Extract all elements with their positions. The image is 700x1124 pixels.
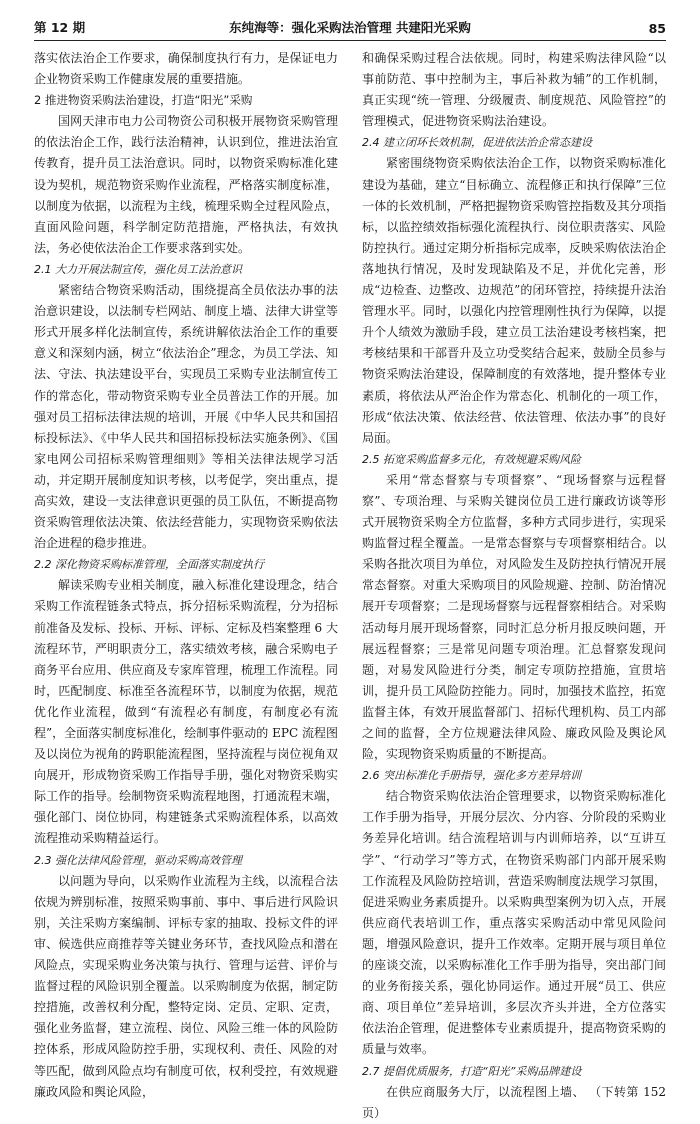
running-title: 东纯海等：强化采购法治管理 共建阳光采购 [229,20,471,35]
right-column [362,48,666,1124]
section-heading: 2.4 建立闭环长效机制，促进依法治企常态建设 [362,136,592,150]
section-heading: 2 推进物资采购法治建设，打造“阳光”采购 [34,93,253,108]
section-heading: 2.2 深化物资采购标准管理，全面落实制度执行 [34,558,264,572]
body-paragraph: 紧密围绕物资采购依法治企工作，以物资采购标准化建设为基础，建立“目标确立、流程修正和执行保障”三位一体的长效机制，严格把握物资采购管控指数及其分项指标，以监控绩效指标强化流程执行、岗位职责落实、风险防控执行。通过定期分析指标完成率，反映采购依法治企落地执行情况，及时发现缺陷及不足，并优化完善，形成“边检查、边整改、边规范”的闭环管控，持续提升法治管理水平。同时，以强化内控管理刚性执行为保障，以提升个人绩效为激励手段，建立员工法治建设考核档案，把考核结果和干部晋升及立功受奖结合起来，鼓励全员参与物资采购法治建设，保障制度的有效落地，提升整体专业素质，将依法从严治企作为常态化、机制化的一项工作，形成“依法决策、依法经营、依法管理、依法办事”的良好局面。 [362,156,666,445]
body-paragraph: 紧密结合物资采购活动，围绕提高全员依法办事的法治意识建设，以法制专栏网站、制度上墙、法律大讲堂等形式开展多样化法制宣传，系统讲解依法治企工作的重要意义和深刻内涵，树立“依法治企”理念，为员工学法、知法、守法、执法建设平台，实现员工采购专业法制宣传工作的常态化，带动物资采购专业全员普法工作的开展。加强对员工招标法律法规的培训，开展《中华人民共和国招标投标法》、《中华人民共和国招标投标法实施条例》、《国家电网公司招标采购管理细则》等相关法律法规学习活动，并定期开展制度知识考核，以考促学，突出重点，提高实效，建设一支法律意识更强的员工队伍，不断提高物资采购管理依法决策、依法经营能力，实现物资采购依法治企进程的稳步推进。 [34,283,338,551]
body-paragraph: 结合物资采购依法治企管理要求，以物资采购标准化工作手册为指导，开展分层次、分内容、分阶段的采购业务差异化培训。结合流程培训与内训师培养，以“互讲互学”、“行动学习”等方式，在物资采购部门内部开展采购工作流程及风险防控培训，营造采购制度法规学习氛围，促进采购业务素质提升。以采购典型案例为切入点，开展供应商代表培训工作，重点落实采购活动中常见风险问题，增强风险意识，提升工作效率。定期开展与项目单位的座谈交流，以采购标准化工作手册为指导，突出部门间的业务衔接关系，强化协同运作。通过开展“员工、供应商、项目单位”差异培训，多层次齐头并进，全方位落实依法治企管理，促进整体专业素质提升，提高物资采购的质量与效率。 [362,789,666,1057]
body-paragraph: 以问题为导向，以采购作业流程为主线，以流程合法依规为辨别标准，按照采购事前、事中、事后进行风险识别，关注采购方案编制、评标专家的抽取、投标文件的评审、候选供应商推荐等关键业务环节，查找风险点和潜在风险点，实现采购业务决策与执行、管理与运营、评价与监督过程的风险识别全覆盖。以采购制度为依据，制定防控措施，改善权利分配，整特定岗、定员、定职、定责，强化业务监督，建立流程、岗位、风险三维一体的风险防控体系，形成风险防控手册，实现权利、责任、风险的对等匹配，做到风险点均有制度可依，权利受控，有效规避廉政风险和舆论风险， [34,873,338,1099]
left-column [34,48,338,1103]
body-paragraph: 在供应商服务大厅，以流程图上墙、 （下转第 152 页） [362,1084,666,1120]
body-paragraph: 解读采购专业相关制度，融入标准化建设理念，结合采购工作流程链条式特点，拆分招标采购流程，分为招标前准备及发标、投标、开标、评标、定标及档案整理 6 大流程环节，严明职责分工，落实绩效考核，融合采购电子商务平台应用、供应商及专家库管理，梳理工作流程。同时，匹配制度、标准至各流程环节，以制度为依据，规范优化作业流程，做到“有流程必有制度，有制度必有流程”，全面落实制度标准化，绘制事件驱动的 EPC 流程图及以岗位为视角的跨职能流程图，坚持流程与岗位视角双向展开，形成物资采购工作指导手册，强化对物资采购实际工作的指导。绘制物资采购流程地图，打通流程末端，强化部门、岗位协同，构建链条式采购流程体系，以高效流程推动采购精益运行。 [34,578,338,846]
running-header [34,16,666,41]
section-heading: 2.7 提倡优质服务，打造“阳光”采购品牌建设 [362,1064,582,1078]
body-paragraph: 国网天津市电力公司物资公司积极开展物资采购管理的依法治企工作，践行法治精神，认识到位，推进法治宣传教育，提升员工法治意识。同时，以物资采购标准化建设为契机，规范物资采购作业流程，严格落实制度标准，以制度为依据，以流程为主线，梳理采购全过程风险点，直面风险问题，科学制定防范措施，严格执法，有效执法，务必使依法治企工作要求落到实处。 [34,114,338,255]
body-paragraph: 采用“常态督察与专项督察”、“现场督察与远程督察”、专项治理、与采购关键岗位员工进行廉政访谈等形式开展物资采购全方位监督，多种方式同步进行，实现采购监督过程全覆盖。一是常态督察与专项督察相结合。以采购各批次项目为单位，对风险发生及防控执行情况开展常态督察。对重大采购项目的风险规避、控制、防治情况展开专项督察；二是现场督察与远程督察相结合。对采购活动每月展开现场督察，同时汇总分析月报反映问题，开展远程督察；三是常见问题专项治理。汇总督察发现问题，对易发风险进行分类，制定专项防控措施，宣贯培训，提升员工风险防控能力。同时，加强技术监控，拓宽监督主体，有效开展监督部门、招标代理机构、员工内部之间的监督，全方位规避法律风险、廉政风险及舆论风险，实现物资采购质量的不断提高。 [362,472,666,762]
issue-number: 第 12 期 [34,20,86,35]
body-paragraph: 和确保采购过程合法依规。同时，构建采购法律风险“以事前防范、事中控制为主，事后补救为辅”的工作机制，真正实现“统一管理、分级履责、制度规范、风险管控”的管理模式，促进物资采购法治建设。 [362,51,666,129]
body-paragraph: 落实依法治企工作要求，确保制度执行有力，是保证电力企业物资采购工作健康发展的重要措施。 [34,51,338,87]
section-heading: 2.5 拓宽采购监督多元化，有效规避采购风险 [362,452,581,466]
page-number: 85 [648,21,666,36]
section-heading: 2.6 突出标准化手册指导，强化多方差异培训 [362,769,581,783]
section-heading: 2.1 大力开展法制宣传，强化员工法治意识 [34,262,242,276]
section-heading: 2.3 强化法律风险管理，驱动采购高效管理 [34,853,242,867]
